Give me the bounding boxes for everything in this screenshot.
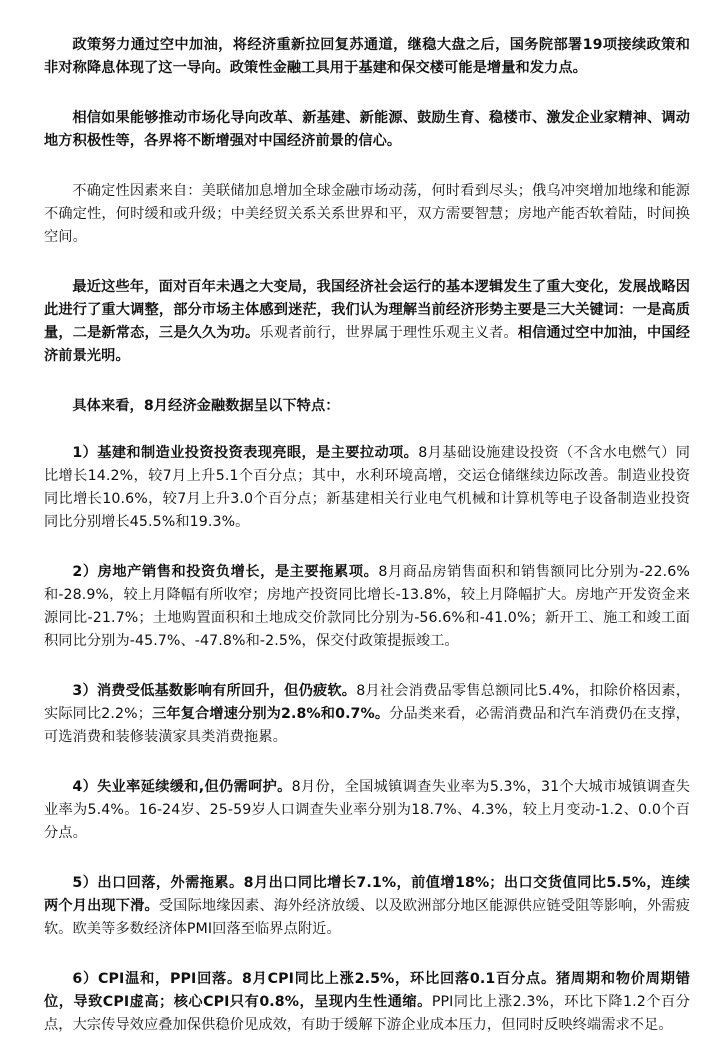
paragraph-text: 4）失业率延续缓和,但仍需呵护。 [72,779,292,795]
paragraph-text: 不确定性因素来自：美联储加息增加全球金融市场动荡，何时看到尽头；俄乌冲突增加地缘和能源不确定性，何时缓和或升级；中美经贸关系关系世界和平，双方需要智慧；房地产能否软着陆，时间换空间。 [44,183,690,245]
paragraph-text: 3）消费受低基数影响有所回升，但仍疲软。 [72,683,357,699]
paragraph-text: 相信如果能够推动市场化导向改革、新基建、新能源、鼓励生育、稳楼市、激发企业家精神、调动地方积极性等，各界将不断增强对中国经济前景的信心。 [44,110,690,149]
paragraph-text: 8月份，全国城镇调查失业率为5.3%，31个大城市城镇调查失业率为5.4%。16-24岁、25-59岁人口调查失业率分别为18.7%、4.3%，较上月变动-1.2、0.0个百分点。 [44,779,690,841]
paragraph-uncertainty [44,180,690,249]
paragraph-item-prices [44,968,690,1037]
paragraph-text: 最近这些年，面对百年未遇之大变局，我国经济社会运行的基本逻辑发生了重大变化，发展战略因此进行了重大调整，部分市场主体感到迷茫，我们认为理解当前经济形势主要是三大关键词：一是高质量，二是新常态，三是久久为功。 [44,279,690,341]
paragraph-text: 8月社会消费品零售总额同比5.4%，扣除价格因素，实际同比2.2%； [44,683,691,722]
paragraph-keywords [44,276,690,368]
document-body [44,34,690,1064]
paragraph-text: 具体来看，8月经济金融数据呈以下特点： [72,398,340,414]
paragraph-text: 三年复合增速分别为2.8%和0.7%。 [152,706,390,722]
paragraph-item-infrastructure [44,442,690,534]
paragraph-text: 5）出口回落，外需拖累。8月出口同比增长7.1%，前值增18%；出口交货值同比5.5%，连续两个月出现下滑。 [44,875,690,914]
paragraph-item-unemployment [44,776,690,845]
paragraph-confidence [44,107,690,153]
paragraph-text: 受国际地缘因素、海外经济放缓、以及欧洲部分地区能源供应链受阻等影响，外需疲软。欧美等多数经济体PMI回落至临界点附近。 [44,898,690,937]
paragraph-item-real-estate [44,561,690,653]
paragraph-text: 分品类来看，必需消费品和汽车消费仍在支撑，可选消费和装修装潢家具类消费拖累。 [44,706,690,745]
paragraph-policy-support [44,34,690,80]
paragraph-text: 1）基建和制造业投资投资表现亮眼，是主要拉动项。 [72,445,419,461]
paragraph-text: PPI同比上涨2.3%，环比下降1.2个百分点，大宗传导效应叠加保供稳价见成效，有助于缓解下游企业成本压力，但同时反映终端需求不足。 [44,994,690,1033]
paragraph-text: 6）CPI温和，PPI回落。8月CPI同比上涨2.5%，环比回落0.1百分点。猪周期和物价周期错位，导致CPI虚高；核心CPI只有0.8%，呈现内生性通缩。 [44,971,690,1010]
paragraph-text: 政策努力通过空中加油，将经济重新拉回复苏通道，继稳大盘之后，国务院部署19项接续政策和非对称降息体现了这一导向。政策性金融工具用于基建和保交楼可能是增量和发力点。 [44,37,690,76]
paragraph-item-exports [44,872,690,941]
paragraph-text: 2）房地产销售和投资负增长，是主要拖累项。 [72,564,379,580]
paragraph-text: 乐观者前行，世界属于理性乐观主义者。 [259,325,518,341]
paragraph-text: 8月基础设施建设投资（不含水电燃气）同比增长14.2%，较7月上升5.1个百分点；其中，水利环境高增，交运仓储继续边际改善。制造业投资同比增长10.6%，较7月上升3.0个百分点；新基建相关行业电气机械和计算机等电子设备制造业投资同比分别增长45.5%和19.3%。 [44,445,690,530]
paragraph-item-consumption [44,680,690,749]
paragraph-summary-heading [44,395,690,418]
paragraph-text: 相信通过空中加油，中国经济前景光明。 [44,325,690,364]
paragraph-text: 8月商品房销售面积和销售额同比分别为-22.6%和-28.9%，较上月降幅有所收窄；房地产投资同比增长-13.8%，较上月降幅扩大。房地产开发资金来源同比-21.7%；土地购置面积和土地成交价款同比分别为-56.6%和-41.0%；新开工、施工和竣工面积同比分别为-45.7%、-47.8%和-2.5%，保交付政策提振竣工。 [44,564,690,649]
